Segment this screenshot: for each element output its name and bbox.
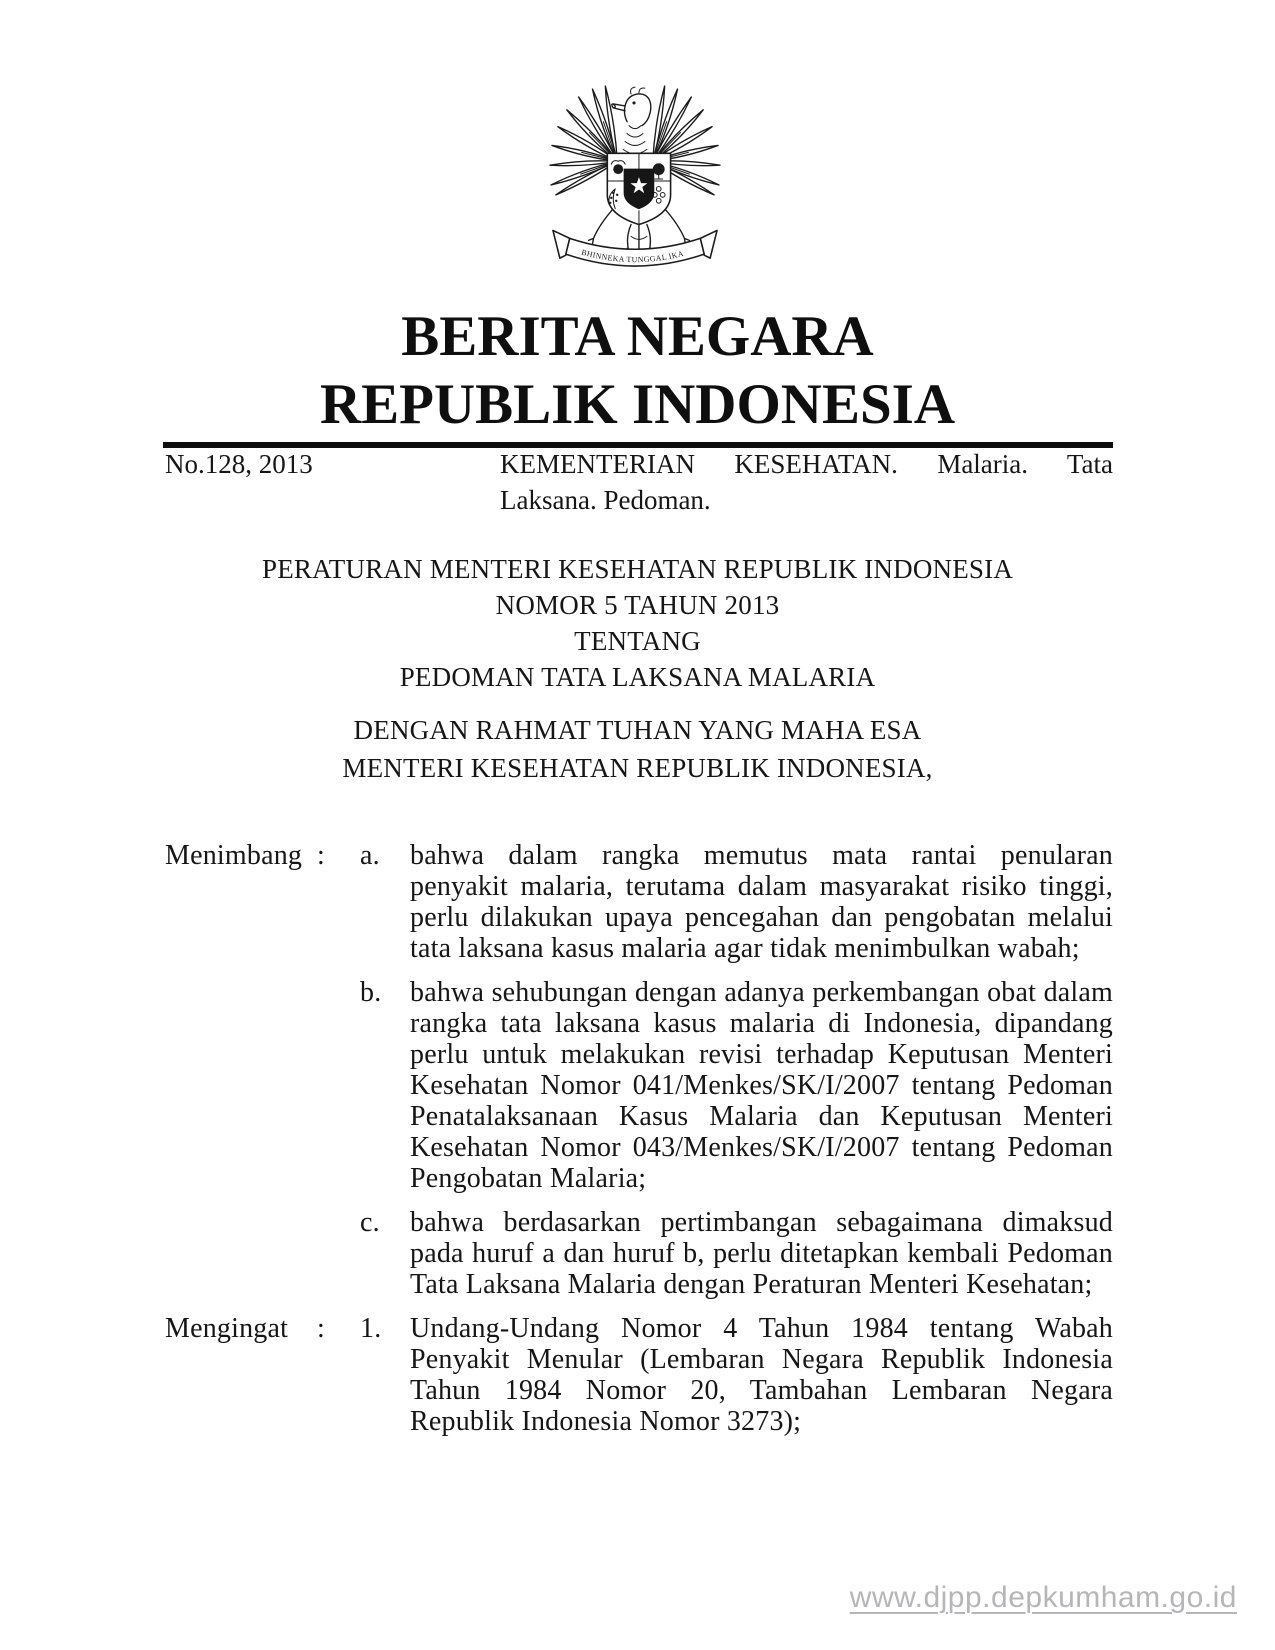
mengingat-label: Mengingat [165, 1313, 289, 1344]
gazette-title-line1: BERITA NEGARA [401, 305, 874, 368]
subject-abstract: KEMENTERIAN KESEHATAN. Malaria. Tata Laksana. Pedoman. [500, 449, 1113, 515]
masthead-info-row [165, 446, 1113, 518]
item-marker: a. [360, 840, 380, 871]
motto-ribbon [553, 230, 717, 266]
mengingat-item-1 [165, 1313, 1113, 1437]
item-text: bahwa sehubungan dengan adanya perkembangan obat dalam rangka tata laksana kasus malaria di Indonesia, dipandang perlu untuk melakukan revisi terhadap Keputusan Menteri Kesehatan Nomor 041/Menkes/SK/I/2007 tentang Pedoman Penatalaksanaan Kasus Malaria dan Keputusan Menteri Kesehatan Nomor 043/Menkes/SK/I/2007 tentang Pedoman Pengobatan Malaria; [410, 977, 1113, 1194]
mengingat-colon: : [317, 1313, 325, 1344]
issue-number: No.128, 2013 [165, 449, 313, 479]
item-marker: c. [360, 1207, 380, 1238]
gazette-title-line2: REPUBLIK INDONESIA [319, 373, 956, 436]
menimbang-label: Menimbang [165, 840, 303, 871]
regulation-heading-line: PERATURAN MENTERI KESEHATAN REPUBLIK INDONESIA [261, 554, 1014, 584]
watermark-url: www.djpp.depkumham.go.id [849, 1581, 1237, 1614]
item-text: Undang-Undang Nomor 4 Tahun 1984 tentang Wabah Penyakit Menular (Lembaran Negara Republik Indonesia Tahun 1984 Nomor 20, Tambahan Lembaran Negara Republik Indonesia Nomor 3273); [410, 1313, 1113, 1437]
pancasila-shield [607, 153, 670, 224]
regulation-heading [0, 551, 1275, 695]
authority-line: MENTERI KESEHATAN REPUBLIK INDONESIA, [342, 753, 933, 783]
garuda-pancasila-emblem [548, 84, 722, 282]
menimbang-colon: : [317, 840, 325, 871]
regulation-subject-line: PEDOMAN TATA LAKSANA MALARIA [399, 662, 876, 692]
item-text: bahwa berdasarkan pertimbangan sebagaimana dimaksud pada huruf a dan huruf b, perlu ditetapkan kembali Pedoman Tata Laksana Malaria dengan Peraturan Menteri Kesehatan; [410, 1207, 1113, 1300]
item-marker: 1. [360, 1313, 382, 1344]
gazette-title [0, 303, 1275, 439]
menimbang-item-b [165, 977, 1113, 1194]
item-text: bahwa dalam rangka memutus mata rantai penularan penyakit malaria, terutama dalam masyarakat risiko tinggi, perlu dilakukan upaya pencegahan dan pengobatan melalui tata laksana kasus malaria agar tidak menimbulkan wabah; [410, 840, 1113, 964]
regulation-number-line: NOMOR 5 TAHUN 2013 [495, 590, 780, 620]
regulation-tentang-line: TENTANG [574, 626, 701, 656]
clauses-section [165, 840, 1113, 1437]
menimbang-item-c [165, 1207, 1113, 1300]
menimbang-item-a [165, 840, 1113, 964]
garuda-emblem-drawing [548, 84, 722, 282]
motto-text: BHINNEKA TUNGGAL IKA [580, 247, 685, 265]
invocation-line: DENGAN RAHMAT TUHAN YANG MAHA ESA [353, 715, 922, 745]
item-marker: b. [360, 977, 382, 1008]
neck-feathers [623, 126, 647, 154]
eagle-head [612, 87, 651, 126]
